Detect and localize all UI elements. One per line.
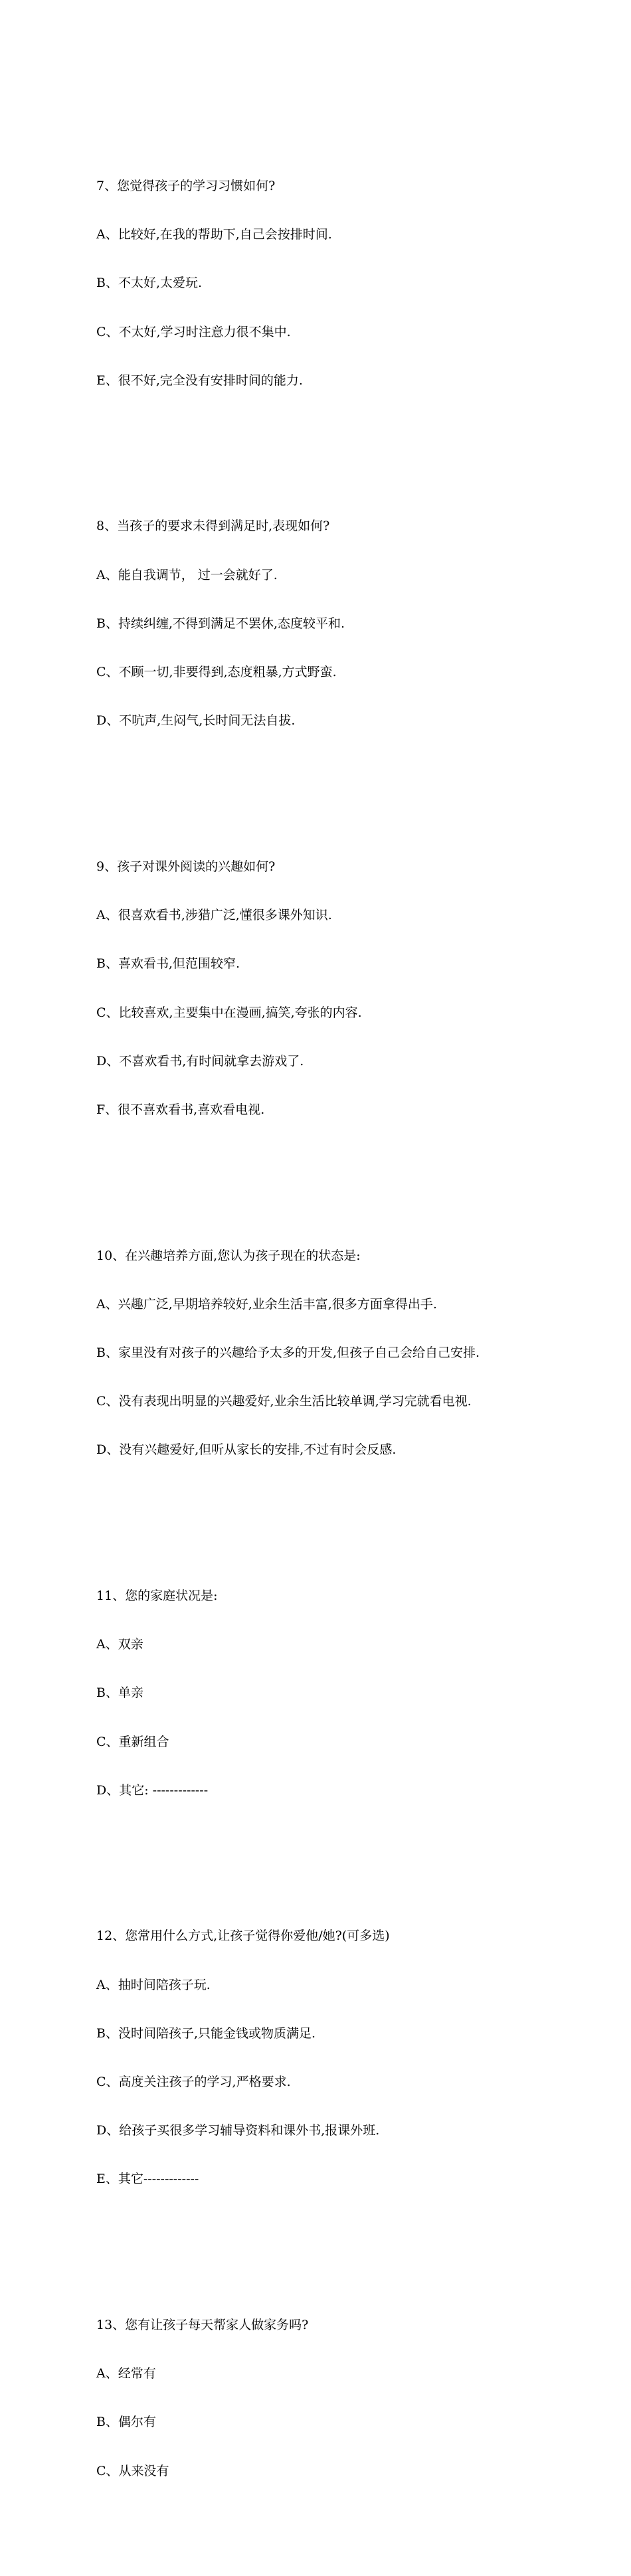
question-title: 7、您觉得孩子的学习习惯如何? <box>96 179 276 194</box>
option-d: D、其它: ------------- <box>96 1782 209 1798</box>
option-b: B、偶尔有 <box>96 2415 156 2430</box>
option-b: B、没时间陪孩子,只能金钱或物质满足. <box>96 2025 316 2041</box>
option-e: E、其它------------- <box>96 2172 199 2187</box>
option-c: C、高度关注孩子的学习,严格要求. <box>96 2075 291 2090</box>
option-d: D、不喜欢看书,有时间就拿去游戏了. <box>96 1053 304 1069</box>
question-title: 13、您有让孩子每天帮家人做家务吗? <box>96 2318 309 2333</box>
option-a: A、比较好,在我的帮助下,自己会按排时间. <box>96 227 332 242</box>
questionnaire <box>96 97 614 2576</box>
option-a: A、经常有 <box>96 2366 156 2381</box>
question-11 <box>96 1555 614 1831</box>
option-c: C、不太好,学习时注意力很不集中. <box>96 324 291 339</box>
question-10 <box>96 1215 614 1491</box>
option-a: A、抽时间陪孩子玩. <box>96 1977 211 1992</box>
option-b: B、持续纠缠,不得到满足不罢休,态度较平和. <box>96 616 345 631</box>
option-c: C、比较喜欢,主要集中在漫画,搞笑,夸张的内容. <box>96 1005 362 1020</box>
option-c: C、不顾一切,非要得到,态度粗暴,方式野蛮. <box>96 665 337 680</box>
question-title: 9、孩子对课外阅读的兴趣如何? <box>96 859 276 874</box>
question-title: 11、您的家庭状况是: <box>96 1588 218 1603</box>
option-a: A、能自我调节， 过一会就好了. <box>96 567 278 582</box>
option-a: A、双亲 <box>96 1637 143 1652</box>
question-12 <box>96 1896 614 2220</box>
option-f: F、很不喜欢看书,喜欢看电视. <box>96 1102 265 1117</box>
question-13 <box>96 2284 614 2512</box>
option-a: A、很喜欢看书,涉猎广泛,懂很多课外知识. <box>96 908 332 923</box>
question-title: 10、在兴趣培养方面,您认为孩子现在的状态是: <box>96 1248 361 1263</box>
option-c: C、重新组合 <box>96 1734 169 1749</box>
option-d: D、给孩子买很多学习辅导资料和课外书,报课外班. <box>96 2123 380 2138</box>
option-e: E、很不好,完全没有安排时间的能力. <box>96 373 303 388</box>
option-b: B、喜欢看书,但范围较窄. <box>96 956 240 972</box>
option-d: D、不吭声,生闷气,长时间无法自拔. <box>96 713 296 729</box>
option-c: C、没有表现出明显的兴趣爱好,业余生活比较单调,学习完就看电视. <box>96 1394 472 1409</box>
option-b: B、不太好,太爱玩. <box>96 276 203 291</box>
question-7 <box>96 145 614 421</box>
question-8 <box>96 486 614 762</box>
option-b: B、家里没有对孩子的兴趣给予太多的开发,但孩子自己会给自己安排. <box>96 1345 480 1360</box>
option-c: C、从来没有 <box>96 2463 169 2478</box>
question-title: 8、当孩子的要求未得到满足时,表现如何? <box>96 519 330 534</box>
option-d: D、没有兴趣爱好,但听从家长的安排,不过有时会反感. <box>96 1442 397 1458</box>
option-a: A、兴趣广泛,早期培养较好,业余生活丰富,很多方面拿得出手. <box>96 1296 437 1312</box>
question-title: 12、您常用什么方式,让孩子觉得你爱他/她?(可多选) <box>96 1929 390 1944</box>
option-b: B、单亲 <box>96 1685 143 1701</box>
question-9 <box>96 826 614 1150</box>
